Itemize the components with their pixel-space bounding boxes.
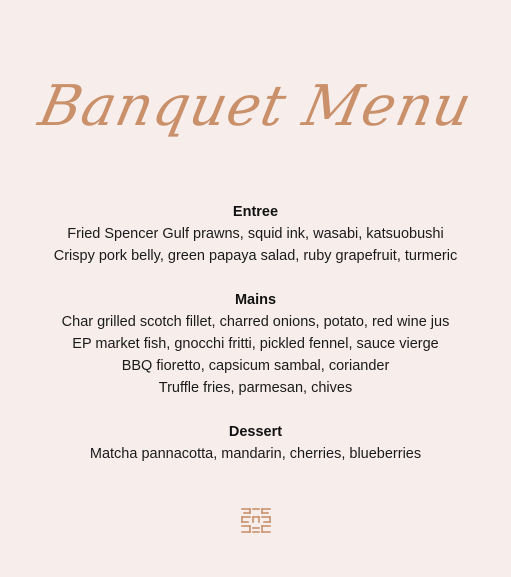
section-heading: Entree (232, 204, 279, 220)
menu-section-dessert (0, 421, 511, 465)
menu-item: Char grilled scotch fillet, charred onions, potato, red wine jus (61, 314, 450, 330)
menu-section-entree (0, 201, 511, 267)
menu-section-mains (0, 289, 511, 399)
menu-item: Matcha pannacotta, mandarin, cherries, blueberries (89, 446, 422, 462)
menu-item: Fried Spencer Gulf prawns, squid ink, wasabi, katsuobushi (67, 226, 444, 242)
menu-item: EP market fish, gnocchi fritti, pickled fennel, sauce vierge (72, 336, 439, 352)
menu-item: BBQ fioretto, capsicum sambal, coriander (121, 358, 390, 374)
menu-item: Truffle fries, parmesan, chives (158, 380, 353, 396)
menu-title: Banquet Menu (33, 74, 478, 139)
menu-sections (0, 201, 511, 465)
brand-monogram-icon (241, 507, 271, 534)
section-heading: Mains (234, 292, 277, 308)
section-heading: Dessert (228, 424, 283, 440)
menu-item: Crispy pork belly, green papaya salad, ruby grapefruit, turmeric (53, 248, 458, 264)
